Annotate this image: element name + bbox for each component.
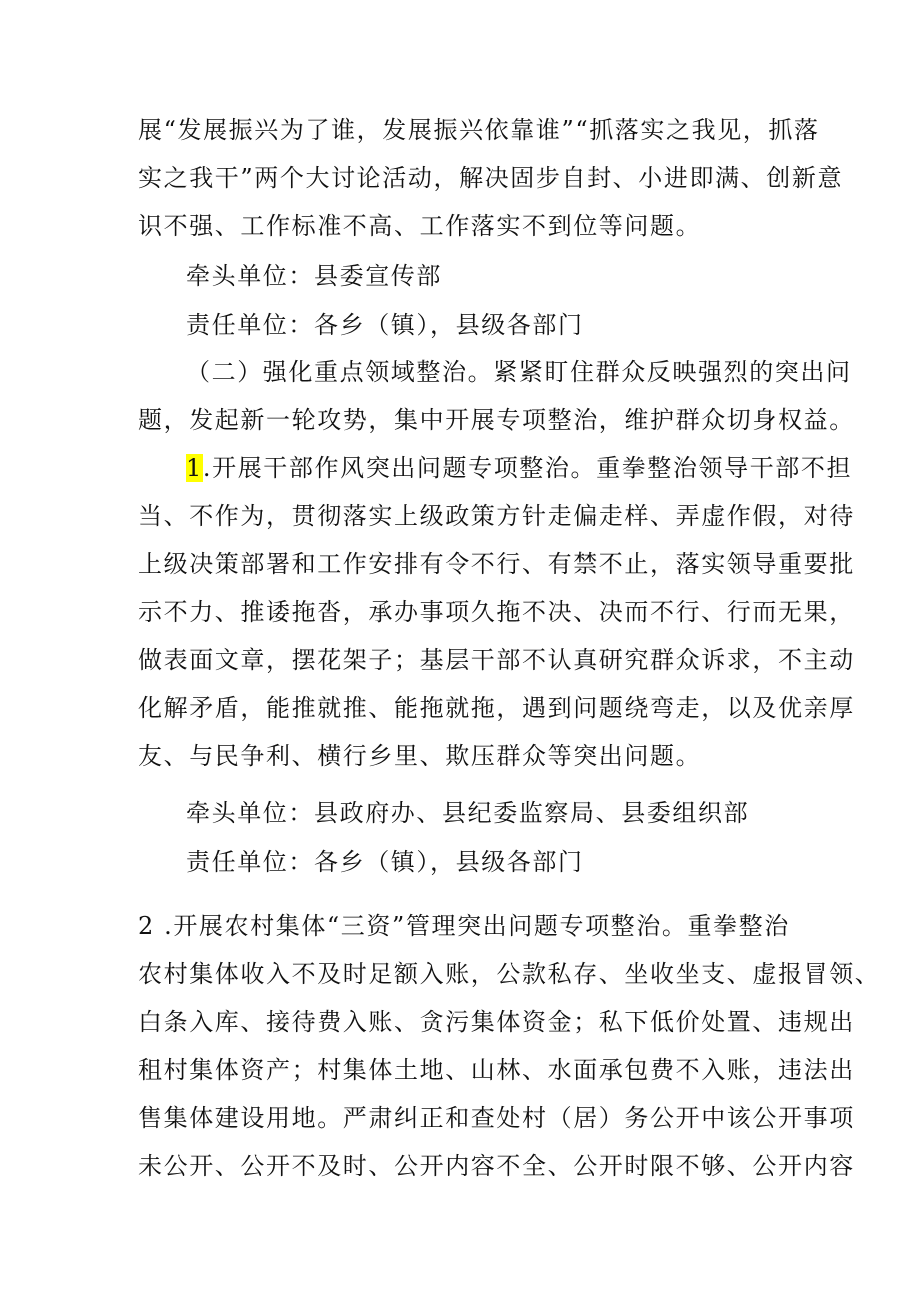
section-heading: （二）强化重点领域整治。紧紧盯住群众反映强烈的突出问 [186, 358, 852, 386]
responsible-unit: 责任单位：各乡（镇），县级各部门 [186, 848, 584, 876]
body-line: 未公开、公开不及时、公开内容不全、公开时限不够、公开内容 [138, 1152, 855, 1180]
body-line: 当、不作为，贯彻落实上级政策方针走偏走样、弄虚作假，对待 [138, 502, 855, 530]
body-line: 实之我干”两个大讨论活动，解决固步自封、小进即满、创新意 [138, 164, 844, 192]
body-line: 上级决策部署和工作安排有令不行、有禁不止，落实领导重要批 [138, 550, 855, 578]
body-line: 题，发起新一轮攻势，集中开展专项整治，维护群众切身权益。 [138, 406, 855, 434]
body-line: 做表面文章，摆花架子；基层干部不认真研究群众诉求，不主动 [138, 646, 855, 674]
body-line: 化解矛盾，能推就推、能拖就拖，遇到问题绕弯走，以及优亲厚 [138, 694, 855, 722]
responsible-unit: 责任单位：各乡（镇），县级各部门 [186, 311, 584, 339]
body-line: 租村集体资产；村集体土地、山林、水面承包费不入账，违法出 [138, 1056, 855, 1084]
lead-unit: 牵头单位：县委宣传部 [186, 262, 442, 290]
body-line: 友、与民争利、横行乡里、欺压群众等突出问题。 [138, 742, 702, 770]
item-first-line [186, 452, 853, 484]
body-line: 售集体建设用地。严肃纠正和查处村（居）务公开中该公开事项 [138, 1104, 855, 1132]
highlighted-item-number: 1 [186, 454, 203, 482]
item-first-line: 2 .开展农村集体“三资”管理突出问题专项整治。重拳整治 [138, 912, 790, 940]
body-line: 示不力、推诿拖沓，承办事项久拖不决、决而不行、行而无果， [138, 598, 855, 626]
body-line: 白条入库、接待费入账、贪污集体资金；私下低价处置、违规出 [138, 1008, 855, 1036]
item-title-text: .开展干部作风突出问题专项整治。重拳整治领导干部不担 [202, 454, 853, 482]
body-line: 识不强、工作标准不高、工作落实不到位等问题。 [138, 212, 702, 240]
body-line: 展“发展振兴为了谁，发展振兴依靠谁”“抓落实之我见，抓落 [138, 116, 820, 144]
body-line: 农村集体收入不及时足额入账，公款私存、坐收坐支、虚报冒领、 [138, 960, 881, 988]
lead-unit: 牵头单位：县政府办、县纪委监察局、县委组织部 [186, 799, 750, 827]
